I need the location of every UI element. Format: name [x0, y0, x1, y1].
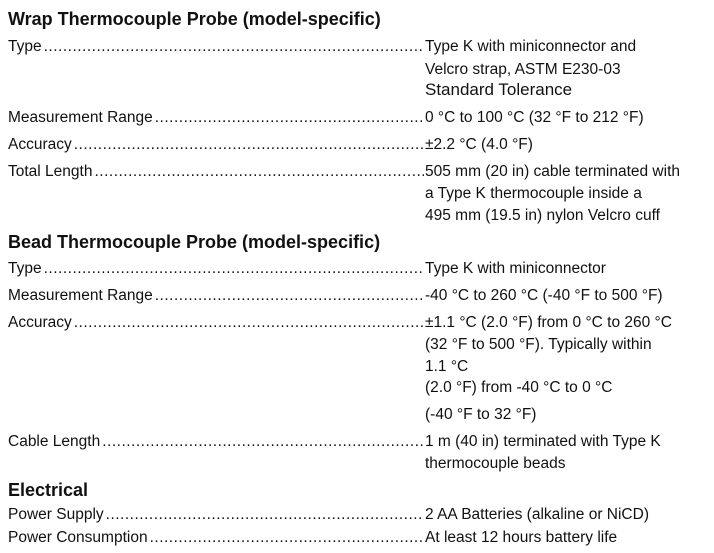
- leader-dots: [44, 259, 424, 278]
- power-supply-label: Power Supply .....: [8, 505, 424, 524]
- wrap-type-value-line-2: Velcro strap, ASTM E230-03: [425, 61, 621, 78]
- wrap-length-value-line-2: a Type K thermocouple inside a: [425, 185, 642, 202]
- bead-range-label: Measurement Range .....: [8, 286, 424, 305]
- leader-dots: [106, 505, 424, 524]
- bead-accuracy-label: Accuracy .....: [8, 313, 424, 332]
- bead-range-value: -40 °C to 260 °C (-40 °F to 500 °F): [425, 287, 663, 304]
- bead-cable-value-line-2: thermocouple beads: [425, 455, 566, 472]
- wrap-length-value-line-1: 505 mm (20 in) cable terminated with: [425, 163, 681, 180]
- bead-accuracy-value-line-2: (32 °F to 500 °F). Typically within: [425, 336, 652, 353]
- wrap-type-label: Type .....: [8, 37, 424, 56]
- power-consumption-value: At least 12 hours battery life: [425, 529, 618, 546]
- power-consumption-label: Power Consumption .....: [8, 528, 424, 547]
- wrap-type-value-line-1: Type K with miniconnector and: [425, 38, 637, 55]
- bead-cable-label: Cable Length .....: [8, 432, 424, 451]
- leader-dots: [94, 162, 424, 181]
- wrap-accuracy-value: ±2.2 °C (4.0 °F): [425, 136, 533, 153]
- power-supply-value: 2 AA Batteries (alkaline or NiCD): [425, 506, 649, 523]
- bead-accuracy-value-line-5: (-40 °F to 32 °F): [425, 406, 537, 423]
- electrical-section-heading: Electrical: [8, 480, 89, 500]
- bead-type-value: Type K with miniconnector: [425, 260, 606, 277]
- wrap-section-heading: Wrap Thermocouple Probe (model-specific): [8, 9, 381, 29]
- wrap-length-value-line-3: 495 mm (19.5 in) nylon Velcro cuff: [425, 207, 660, 224]
- wrap-length-label: Total Length .....: [8, 162, 424, 181]
- bead-section-heading: Bead Thermocouple Probe (model-specific): [8, 232, 381, 252]
- wrap-range-label: Measurement Range .....: [8, 108, 424, 127]
- leader-dots: [44, 37, 424, 56]
- bead-accuracy-value-line-3: 1.1 °C: [425, 358, 469, 375]
- leader-dots: [102, 432, 424, 451]
- leader-dots: [155, 108, 424, 127]
- leader-dots: [150, 528, 424, 547]
- leader-dots: [74, 313, 424, 332]
- bead-accuracy-value-line-4: (2.0 °F) from -40 °C to 0 °C: [425, 379, 613, 396]
- wrap-range-value: 0 °C to 100 °C (32 °F to 212 °F): [425, 109, 644, 126]
- leader-dots: [155, 286, 424, 305]
- bead-cable-value-line-1: 1 m (40 in) terminated with Type K: [425, 433, 661, 450]
- bead-type-label: Type .....: [8, 259, 424, 278]
- wrap-accuracy-label: Accuracy .....: [8, 135, 424, 154]
- bead-accuracy-value-line-1: ±1.1 °C (2.0 °F) from 0 °C to 260 °C: [425, 314, 672, 331]
- wrap-type-value-line-3: Standard Tolerance: [425, 80, 573, 99]
- leader-dots: [74, 135, 424, 154]
